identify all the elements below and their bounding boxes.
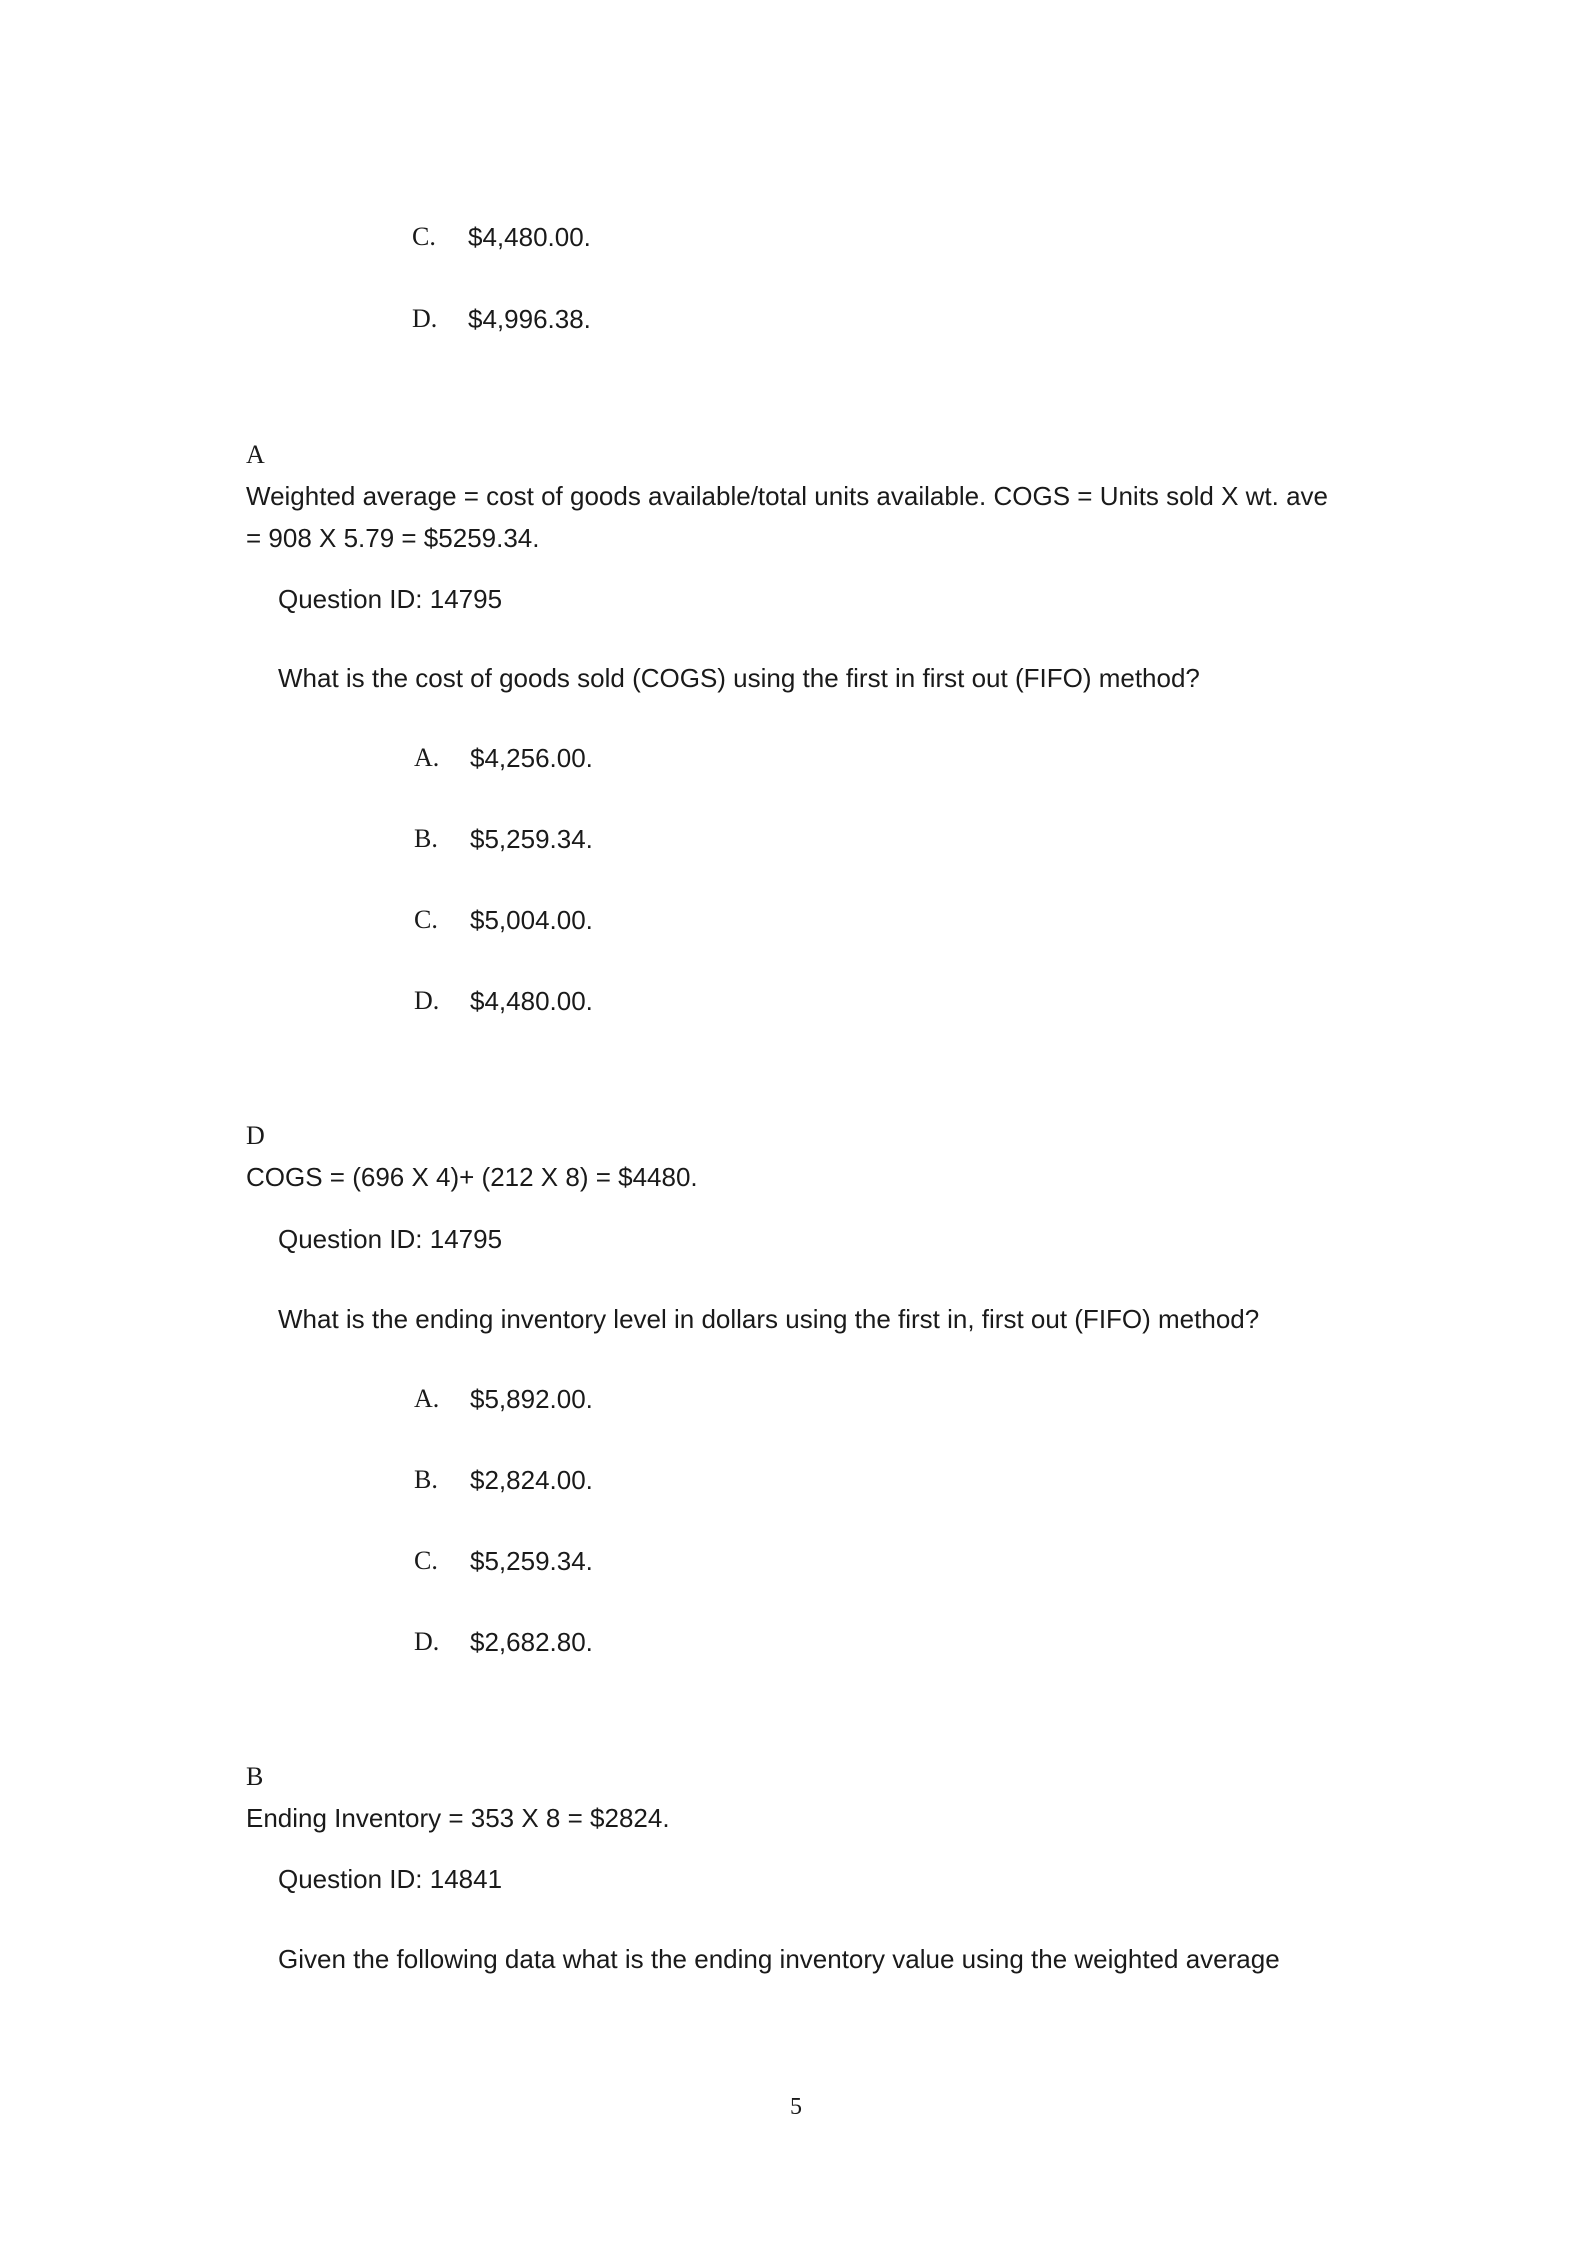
question-id: Question ID: 14795 <box>278 584 503 614</box>
option-letter: C. <box>412 222 436 251</box>
option-value: $2,682.80. <box>470 1627 593 1657</box>
question-text: What is the cost of goods sold (COGS) using the first in first out (FIFO) method? <box>278 663 1200 693</box>
option-value: $5,259.34. <box>470 824 593 854</box>
explanation-line: Weighted average = cost of goods available/total units available. COGS = Units sold X wt. ave <box>246 481 1329 511</box>
option-letter: B. <box>414 824 438 853</box>
question-text: What is the ending inventory level in dollars using the first in, first out (FIFO) method? <box>278 1304 1260 1334</box>
explanation-line: = 908 X 5.79 = $5259.34. <box>246 523 540 553</box>
option-letter: D. <box>414 986 440 1015</box>
question-text: Given the following data what is the ending inventory value using the weighted average <box>278 1944 1280 1974</box>
option-value: $5,004.00. <box>470 905 593 935</box>
option-letter: D. <box>414 1627 440 1656</box>
option-letter: C. <box>414 1546 438 1575</box>
answer-letter: B <box>246 1762 264 1791</box>
option-letter: C. <box>414 905 438 934</box>
option-letter: B. <box>414 1465 438 1494</box>
answer-letter: D <box>246 1121 265 1150</box>
explanation-line: COGS = (696 X 4)+ (212 X 8) = $4480. <box>246 1162 698 1192</box>
option-value: $4,480.00. <box>468 222 591 252</box>
explanation-line: Ending Inventory = 353 X 8 = $2824. <box>246 1803 670 1833</box>
question-id: Question ID: 14795 <box>278 1224 503 1254</box>
option-letter: A. <box>414 743 440 772</box>
option-value: $4,996.38. <box>468 304 591 334</box>
option-value: $5,892.00. <box>470 1384 593 1414</box>
option-letter: A. <box>414 1384 440 1413</box>
question-id: Question ID: 14841 <box>278 1864 503 1894</box>
page-number: 5 <box>790 2094 802 2120</box>
option-letter: D. <box>412 304 438 333</box>
option-value: $5,259.34. <box>470 1546 593 1576</box>
option-value: $2,824.00. <box>470 1465 593 1495</box>
answer-letter: A <box>246 440 265 469</box>
option-value: $4,256.00. <box>470 743 593 773</box>
option-value: $4,480.00. <box>470 986 593 1016</box>
